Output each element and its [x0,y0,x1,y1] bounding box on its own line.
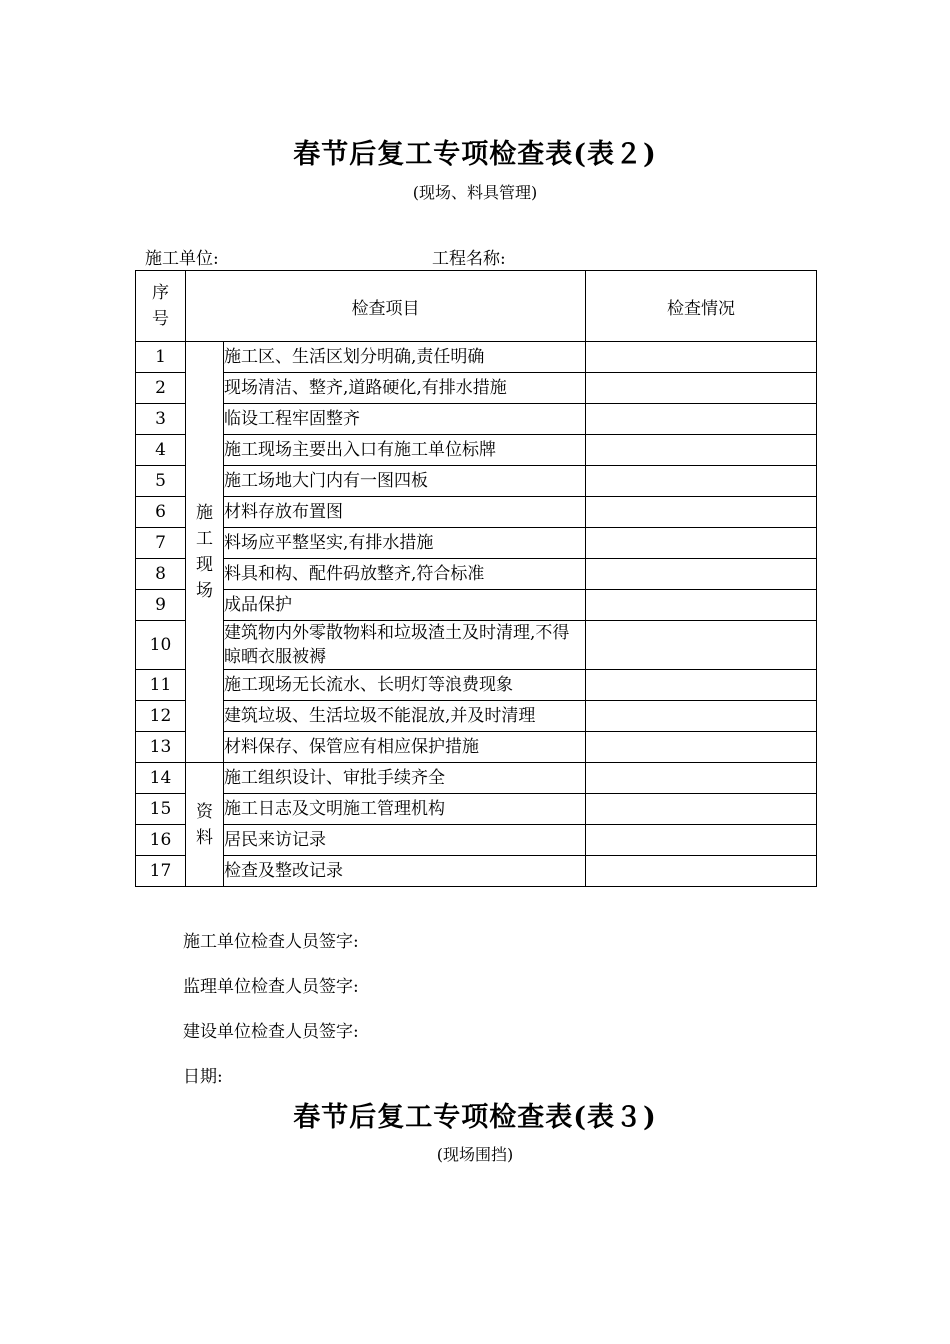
row-status-cell[interactable] [586,559,817,590]
row-item: 现场清洁、整齐,道路硬化,有排水措施 [224,373,586,404]
row-item: 料具和构、配件码放整齐,符合标准 [224,559,586,590]
group-records-label: 资料 [196,801,213,848]
row-status-cell[interactable] [586,670,817,701]
row-no: 10 [136,621,186,670]
row-no: 17 [136,856,186,887]
row-item: 成品保护 [224,590,586,621]
table-row [136,466,817,497]
next-table-title: 春节后复工专项检查表(表３) [293,1102,657,1133]
row-item: 施工现场主要出入口有施工单位标牌 [224,435,586,466]
row-no: 5 [136,466,186,497]
table-row [136,763,817,794]
row-no: 7 [136,528,186,559]
row-item: 施工日志及文明施工管理机构 [224,794,586,825]
row-no: 14 [136,763,186,794]
row-no: 3 [136,404,186,435]
header-status: 检查情况 [586,271,817,342]
construction-signature-label: 施工单位检查人员签字: [183,932,359,952]
table-row [136,559,817,590]
group-site-cell [186,342,224,763]
row-item: 材料存放布置图 [224,497,586,528]
supervision-signature-label: 监理单位检查人员签字: [183,977,359,997]
row-status-cell[interactable] [586,373,817,404]
row-status-cell[interactable] [586,794,817,825]
table-row [136,825,817,856]
row-no: 12 [136,701,186,732]
table-row [136,670,817,701]
table-row [136,435,817,466]
row-status-cell[interactable] [586,763,817,794]
table-row [136,342,817,373]
table-row [136,621,817,670]
date-label: 日期: [183,1067,223,1087]
row-no: 11 [136,670,186,701]
inspection-table [135,270,817,887]
row-status-cell[interactable] [586,825,817,856]
row-status-cell[interactable] [586,342,817,373]
row-item: 检查及整改记录 [224,856,586,887]
table-row [136,590,817,621]
row-item: 材料保存、保管应有相应保护措施 [224,732,586,763]
row-item: 施工现场无长流水、长明灯等浪费现象 [224,670,586,701]
row-no: 8 [136,559,186,590]
row-item: 料场应平整坚实,有排水措施 [224,528,586,559]
row-status-cell[interactable] [586,590,817,621]
row-item: 建筑物内外零散物料和垃圾渣土及时清理,不得晾晒衣服被褥 [224,621,586,670]
row-status-cell[interactable] [586,435,817,466]
group-site-label: 施工现场 [196,503,213,601]
group-records-cell [186,763,224,887]
table-row [136,404,817,435]
table-row [136,528,817,559]
row-item: 建筑垃圾、生活垃圾不能混放,并及时清理 [224,701,586,732]
table-row [136,732,817,763]
row-status-cell[interactable] [586,621,817,670]
owner-signature-label: 建设单位检查人员签字: [183,1022,359,1042]
row-no: 13 [136,732,186,763]
row-item: 施工组织设计、审批手续齐全 [224,763,586,794]
construction-unit-label: 施工单位: [145,249,219,269]
row-item: 施工区、生活区划分明确,责任明确 [224,342,586,373]
row-no: 4 [136,435,186,466]
row-no: 6 [136,497,186,528]
row-no: 9 [136,590,186,621]
table-row [136,794,817,825]
table-row [136,497,817,528]
page-subtitle: (现场、料具管理) [412,183,538,202]
row-no: 16 [136,825,186,856]
page-title: 春节后复工专项检查表(表２) [293,139,657,170]
header-no: 序号 [136,271,186,342]
row-status-cell[interactable] [586,856,817,887]
row-status-cell[interactable] [586,732,817,763]
project-name-label: 工程名称: [432,249,506,269]
row-item: 临设工程牢固整齐 [224,404,586,435]
row-status-cell[interactable] [586,528,817,559]
row-status-cell[interactable] [586,497,817,528]
row-item: 施工场地大门内有一图四板 [224,466,586,497]
row-no: 15 [136,794,186,825]
row-no: 2 [136,373,186,404]
row-status-cell[interactable] [586,466,817,497]
table-header-row [136,271,817,342]
row-status-cell[interactable] [586,701,817,732]
header-item: 检查项目 [186,271,586,342]
row-status-cell[interactable] [586,404,817,435]
row-item: 居民来访记录 [224,825,586,856]
table-row [136,856,817,887]
row-no: 1 [136,342,186,373]
table-row [136,373,817,404]
table-row [136,701,817,732]
next-table-subtitle: (现场围挡) [436,1145,514,1164]
